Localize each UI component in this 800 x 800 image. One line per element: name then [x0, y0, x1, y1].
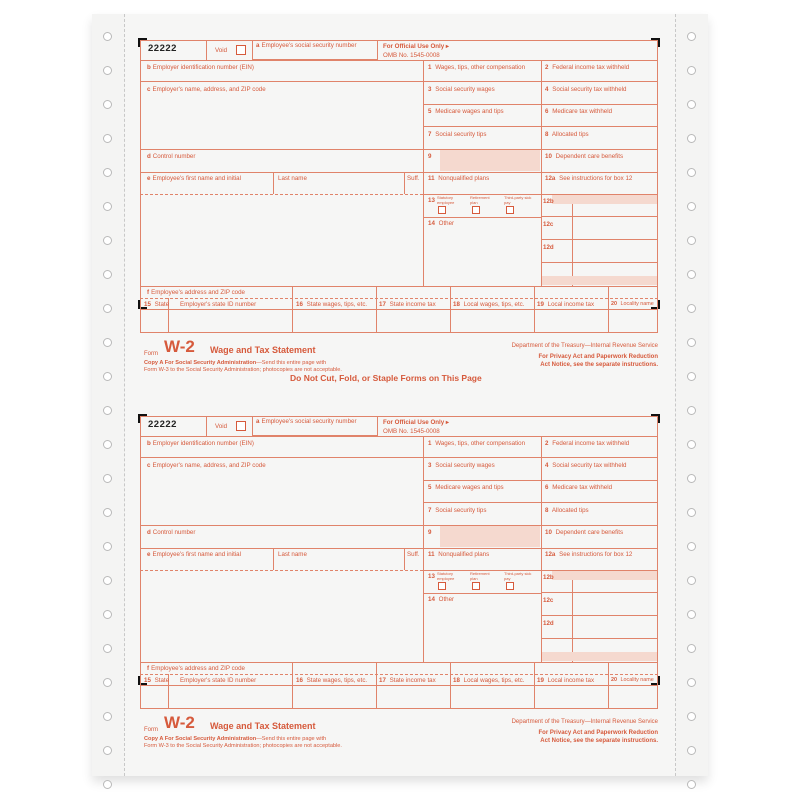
employee-suffix-label: Suff. — [407, 551, 420, 558]
tractor-hole — [103, 100, 112, 109]
box-4-label: 4 Social security tax withheld — [545, 462, 627, 469]
box-13-retirement: Retirement plan — [470, 195, 490, 205]
box-13-number: 13 — [428, 197, 435, 204]
tractor-hole — [687, 270, 696, 279]
rule — [572, 570, 573, 662]
tractor-hole — [687, 100, 696, 109]
tractor-hole — [103, 712, 112, 721]
rule — [206, 416, 207, 436]
form-name: W-2 — [164, 337, 195, 356]
tractor-hole — [687, 576, 696, 585]
tractor-hole — [103, 610, 112, 619]
rule — [140, 662, 658, 663]
tractor-hole — [687, 202, 696, 211]
rule — [404, 172, 405, 194]
box-20-label: 20 Locality name — [611, 301, 654, 307]
employee-last-name-label: Last name — [278, 551, 307, 558]
ein-label: b Employer identification number (EIN) — [147, 440, 254, 447]
box-13-retirement: Retirement plan — [470, 571, 490, 581]
box-20-label: 20 Locality name — [611, 677, 654, 683]
box-5-label: 5 Medicare wages and tips — [428, 484, 504, 491]
ein-label: b Employer identification number (EIN) — [147, 64, 254, 71]
privacy-notice: For Privacy Act and Paperwork Reduction Act Notice, see the separate instructions. — [538, 354, 658, 368]
tractor-hole — [103, 134, 112, 143]
statutory-checkbox[interactable] — [438, 582, 446, 590]
tractor-hole — [687, 406, 696, 415]
tractor-hole — [687, 542, 696, 551]
rule — [273, 548, 274, 570]
box-10-label: 10 Dependent care benefits — [545, 153, 624, 160]
tractor-hole — [103, 66, 112, 75]
rule — [140, 310, 658, 333]
tractor-hole — [687, 644, 696, 653]
third-party-checkbox[interactable] — [506, 206, 514, 214]
box-3-label: 3 Social security wages — [428, 86, 495, 93]
tractor-hole — [687, 338, 696, 347]
tractor-hole — [687, 678, 696, 687]
rule — [541, 615, 658, 616]
tractor-hole — [103, 474, 112, 483]
form-code: 22222 — [148, 43, 177, 54]
box-19-label: 19 Local income tax — [537, 301, 595, 308]
tractor-hole — [103, 508, 112, 517]
box-15-id-label: Employer's state ID number — [180, 677, 257, 684]
tractor-hole — [103, 542, 112, 551]
box-12a-label: 12a See instructions for box 12 — [545, 551, 633, 558]
rule — [273, 172, 274, 194]
rule — [140, 548, 658, 549]
ssn-label: a Employee's social security number — [256, 418, 357, 425]
box-13-third-party: Third-party sick pay — [504, 571, 532, 581]
tractor-hole — [103, 644, 112, 653]
box-12a-shade — [552, 195, 657, 204]
form-word: Form — [144, 727, 158, 733]
official-use-label: For Official Use Only ▸ — [383, 43, 450, 50]
box-7-label: 7 Social security tips — [428, 131, 487, 138]
copy-a-line-1: Copy A For Social Security Administration—Send this entire page with — [144, 360, 327, 366]
tractor-hole — [687, 134, 696, 143]
box-10-label: 10 Dependent care benefits — [545, 529, 624, 536]
tractor-hole — [103, 304, 112, 313]
copy-a-line-1: Copy A For Social Security Administration—Send this entire page with — [144, 736, 327, 742]
rule — [140, 674, 658, 675]
tractor-hole — [103, 678, 112, 687]
department-label: Department of the Treasury—Internal Revenue Service — [511, 719, 658, 725]
box-8-label: 8 Allocated tips — [545, 507, 589, 514]
w2-form-copy-top — [140, 40, 658, 373]
void-label: Void — [215, 47, 228, 54]
box-11-label: 11 Nonqualified plans — [428, 551, 490, 558]
rule — [140, 60, 658, 61]
box-12d-label: 12d — [543, 244, 554, 251]
form-title: Wage and Tax Statement — [210, 345, 316, 355]
box-11-label: 11 Nonqualified plans — [428, 175, 490, 182]
tractor-hole — [103, 406, 112, 415]
box-15-id-label: Employer's state ID number — [180, 301, 257, 308]
box-18-label: 18 Local wages, tips, etc. — [453, 677, 525, 684]
rule — [140, 686, 658, 709]
box-6-label: 6 Medicare tax withheld — [545, 108, 613, 115]
rule — [423, 593, 541, 594]
void-checkbox[interactable] — [236, 45, 246, 55]
rule — [140, 298, 658, 299]
rule — [423, 217, 541, 218]
rule — [140, 194, 423, 195]
tractor-hole — [103, 270, 112, 279]
tractor-hole — [687, 780, 696, 789]
form-name: W-2 — [164, 713, 195, 732]
tractor-hole — [103, 236, 112, 245]
box-5-label: 5 Medicare wages and tips — [428, 108, 504, 115]
rule — [140, 457, 658, 458]
rule — [541, 216, 658, 217]
tractor-hole — [103, 746, 112, 755]
ssn-label: a Employee's social security number — [256, 42, 357, 49]
tractor-hole — [103, 32, 112, 41]
tractor-hole — [103, 168, 112, 177]
box-19-label: 19 Local income tax — [537, 677, 595, 684]
form-word: Form — [144, 351, 158, 357]
box-8-label: 8 Allocated tips — [545, 131, 589, 138]
rule — [140, 172, 658, 173]
divider-text: Do Not Cut, Fold, or Staple Forms on This Page — [290, 373, 482, 383]
box-12c-label: 12c — [543, 597, 554, 604]
copy-a-line-2: Form W-3 to the Social Security Administration; photocopies are not acceptable. — [144, 367, 342, 373]
box-12b-label: 12b — [543, 574, 554, 581]
tractor-hole — [687, 712, 696, 721]
official-use-label: For Official Use Only ▸ — [383, 419, 450, 426]
box-2-label: 2 Federal income tax withheld — [545, 440, 630, 447]
copy-a-line-2: Form W-3 to the Social Security Administration; photocopies are not acceptable. — [144, 743, 342, 749]
box-6-label: 6 Medicare tax withheld — [545, 484, 613, 491]
void-label: Void — [215, 423, 228, 430]
rule — [541, 436, 542, 662]
box-15-label: 15 State — [144, 301, 170, 308]
box-12d-shade — [542, 276, 657, 285]
tractor-hole — [687, 66, 696, 75]
box-16-label: 16 State wages, tips, etc. — [296, 677, 368, 684]
tractor-hole — [687, 474, 696, 483]
box-12b-label: 12b — [543, 198, 554, 205]
box-13-statutory: Statutory employee — [437, 195, 455, 205]
employee-first-name-label: e Employee's first name and initial — [147, 551, 241, 558]
tractor-hole — [687, 304, 696, 313]
box-14-label: 14 Other — [428, 596, 455, 603]
tractor-hole — [103, 440, 112, 449]
rule — [140, 286, 658, 287]
privacy-notice: For Privacy Act and Paperwork Reduction Act Notice, see the separate instructions. — [538, 730, 658, 744]
box-18-label: 18 Local wages, tips, etc. — [453, 301, 525, 308]
box-12a-shade — [552, 571, 657, 580]
box-9-shade — [440, 150, 540, 171]
omb-number: OMB No. 1545-0008 — [383, 52, 440, 59]
department-label: Department of the Treasury—Internal Revenue Service — [511, 343, 658, 349]
box-13-number: 13 — [428, 573, 435, 580]
right-tractor-strip — [675, 14, 708, 776]
tractor-hole — [687, 508, 696, 517]
box-9-label: 9 — [428, 153, 432, 160]
tractor-hole — [687, 440, 696, 449]
tractor-hole — [687, 372, 696, 381]
retirement-checkbox[interactable] — [472, 206, 480, 214]
box-9-shade — [440, 526, 540, 547]
rule — [423, 60, 424, 286]
box-12a-label: 12a See instructions for box 12 — [545, 175, 633, 182]
void-checkbox[interactable] — [236, 421, 246, 431]
rule — [140, 525, 658, 526]
box-2-label: 2 Federal income tax withheld — [545, 64, 630, 71]
employer-label: c Employer's name, address, and ZIP code — [147, 462, 266, 469]
tractor-hole — [103, 338, 112, 347]
box-16-label: 16 State wages, tips, etc. — [296, 301, 368, 308]
left-tractor-strip — [92, 14, 125, 776]
tractor-hole — [687, 168, 696, 177]
rule — [541, 60, 542, 286]
rule — [140, 149, 658, 150]
employee-suffix-label: Suff. — [407, 175, 420, 182]
box-9-label: 9 — [428, 529, 432, 536]
employee-last-name-label: Last name — [278, 175, 307, 182]
box-17-label: 17 State income tax — [379, 301, 436, 308]
tractor-hole — [687, 746, 696, 755]
tractor-hole — [103, 780, 112, 789]
rule — [206, 40, 207, 60]
box-17-label: 17 State income tax — [379, 677, 436, 684]
tractor-hole — [687, 236, 696, 245]
tractor-hole — [103, 202, 112, 211]
rule — [404, 548, 405, 570]
box-14-label: 14 Other — [428, 220, 455, 227]
retirement-checkbox[interactable] — [472, 582, 480, 590]
box-3-label: 3 Social security wages — [428, 462, 495, 469]
rule — [140, 81, 658, 82]
tractor-hole — [687, 32, 696, 41]
rule — [423, 436, 424, 662]
rule — [541, 592, 658, 593]
rule — [541, 262, 658, 263]
box-12d-label: 12d — [543, 620, 554, 627]
box-15-label: 15 State — [144, 677, 170, 684]
box-7-label: 7 Social security tips — [428, 507, 487, 514]
box-12c-label: 12c — [543, 221, 554, 228]
rule — [541, 239, 658, 240]
employee-first-name-label: e Employee's first name and initial — [147, 175, 241, 182]
box-13-statutory: Statutory employee — [437, 571, 455, 581]
employee-address-label: f Employee's address and ZIP code — [147, 289, 245, 296]
box-12d-shade — [542, 652, 657, 661]
rule — [541, 638, 658, 639]
tractor-hole — [103, 576, 112, 585]
tractor-hole — [687, 610, 696, 619]
control-number-label: d Control number — [147, 153, 196, 160]
tractor-hole — [103, 372, 112, 381]
box-1-label: 1 Wages, tips, other compensation — [428, 440, 526, 447]
third-party-checkbox[interactable] — [506, 582, 514, 590]
omb-number: OMB No. 1545-0008 — [383, 428, 440, 435]
rule — [140, 436, 658, 437]
w2-form-copy-bottom — [140, 416, 658, 749]
rule — [140, 570, 423, 571]
form-title: Wage and Tax Statement — [210, 721, 316, 731]
statutory-checkbox[interactable] — [438, 206, 446, 214]
form-code: 22222 — [148, 419, 177, 430]
rule — [572, 194, 573, 286]
box-4-label: 4 Social security tax withheld — [545, 86, 627, 93]
employer-label: c Employer's name, address, and ZIP code — [147, 86, 266, 93]
employee-address-label: f Employee's address and ZIP code — [147, 665, 245, 672]
box-13-third-party: Third-party sick pay — [504, 195, 532, 205]
box-1-label: 1 Wages, tips, other compensation — [428, 64, 526, 71]
control-number-label: d Control number — [147, 529, 196, 536]
